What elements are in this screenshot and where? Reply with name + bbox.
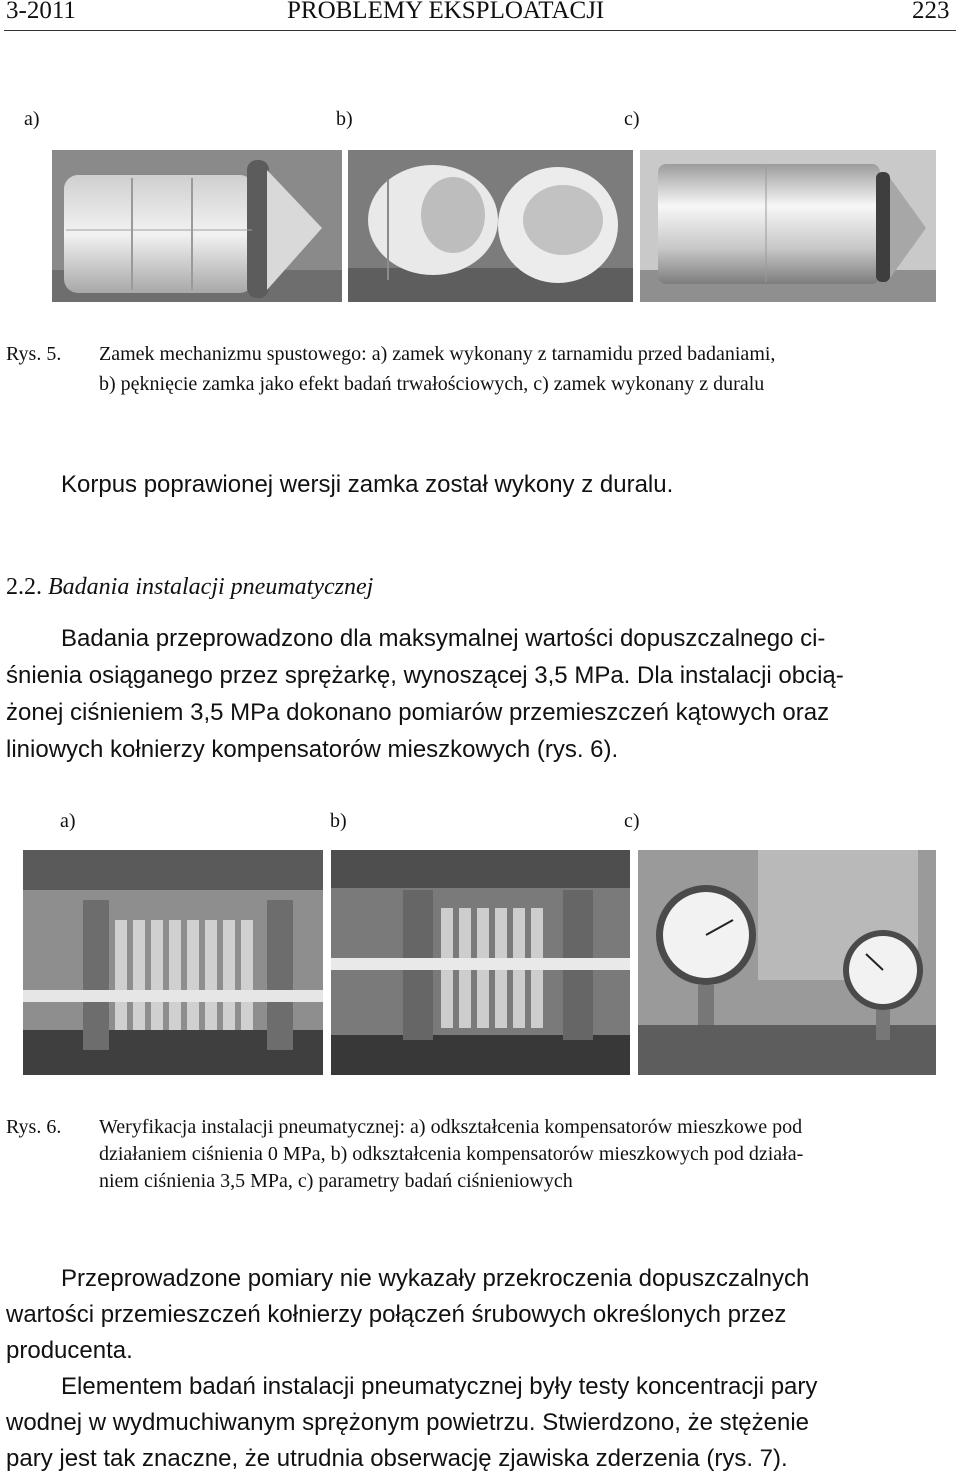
paragraph-pomiary-line2: wartości przemieszczeń kołnierzy połączeń śrubowych określonych przez bbox=[6, 1301, 787, 1328]
issue-number: 3-2011 bbox=[6, 0, 76, 24]
paragraph-pomiary-line3: producenta. bbox=[6, 1337, 133, 1364]
fig5-label-b: b) bbox=[336, 108, 353, 130]
fig5-number: Rys. 5. bbox=[6, 343, 62, 365]
paragraph-badania-line3: żonej ciśnieniem 3,5 MPa dokonano pomiarów przemieszczeń kątowych oraz bbox=[6, 699, 830, 726]
fig6-caption-line1: Weryfikacja instalacji pneumatycznej: a) odkształcenia kompensatorów mieszkowe pod bbox=[99, 1116, 803, 1138]
fig5-photo-c bbox=[640, 150, 936, 302]
fig6-photo-b bbox=[331, 850, 630, 1075]
paragraph-elementem-line3: pary jest tak znaczne, że utrudnia obserwację zjawiska zderzenia (rys. 7). bbox=[6, 1445, 788, 1472]
fig5-photo-a bbox=[52, 150, 342, 302]
running-header bbox=[0, 0, 960, 34]
section-number: 2.2. bbox=[6, 574, 42, 600]
paragraph-korpus: Korpus poprawionej wersji zamka został wykony z duralu. bbox=[61, 471, 674, 498]
fig5-label-c: c) bbox=[624, 108, 640, 130]
fig6-label-c: c) bbox=[624, 810, 640, 832]
section-heading bbox=[6, 572, 373, 602]
page-number: 223 bbox=[912, 0, 950, 24]
journal-title: PROBLEMY EKSPLOATACJI bbox=[287, 0, 605, 24]
fig6-caption-line3: niem ciśnienia 3,5 MPa, c) parametry badań ciśnieniowych bbox=[99, 1170, 573, 1192]
paragraph-badania-line1: Badania przeprowadzono dla maksymalnej wartości dopuszczalnego ci- bbox=[61, 625, 826, 652]
paragraph-badania-line4: liniowych kołnierzy kompensatorów mieszkowych (rys. 6). bbox=[6, 736, 619, 763]
paragraph-elementem-line1: Elementem badań instalacji pneumatycznej były testy koncentracji pary bbox=[61, 1373, 818, 1400]
fig5-caption-line1: Zamek mechanizmu spustowego: a) zamek wykonany z tarnamidu przed badaniami, bbox=[99, 343, 776, 365]
fig5-photo-b bbox=[348, 150, 633, 302]
fig6-number: Rys. 6. bbox=[6, 1116, 62, 1138]
paragraph-elementem-line2: wodnej w wydmuchiwanym sprężonym powietrzu. Stwierdzono, że stężenie bbox=[6, 1409, 810, 1436]
fig6-caption-line2: działaniem ciśnienia 0 MPa, b) odkształcenia kompensatorów mieszkowych pod działa- bbox=[99, 1143, 804, 1165]
fig5-caption-line2: b) pęknięcie zamka jako efekt badań trwałościowych, c) zamek wykonany z duralu bbox=[99, 373, 765, 395]
fig6-photo-a bbox=[23, 850, 323, 1075]
fig6-label-a: a) bbox=[60, 810, 76, 832]
paragraph-pomiary-line1: Przeprowadzone pomiary nie wykazały przekroczenia dopuszczalnych bbox=[61, 1265, 810, 1292]
fig6-label-b: b) bbox=[330, 810, 347, 832]
paragraph-badania-line2: śnienia osiąganego przez sprężarkę, wynoszącej 3,5 MPa. Dla instalacji obcią- bbox=[6, 662, 844, 689]
fig5-label-a: a) bbox=[24, 108, 40, 130]
section-title: Badania instalacji pneumatycznej bbox=[48, 574, 374, 600]
fig6-photo-c bbox=[638, 850, 936, 1075]
header-rule bbox=[4, 30, 956, 31]
